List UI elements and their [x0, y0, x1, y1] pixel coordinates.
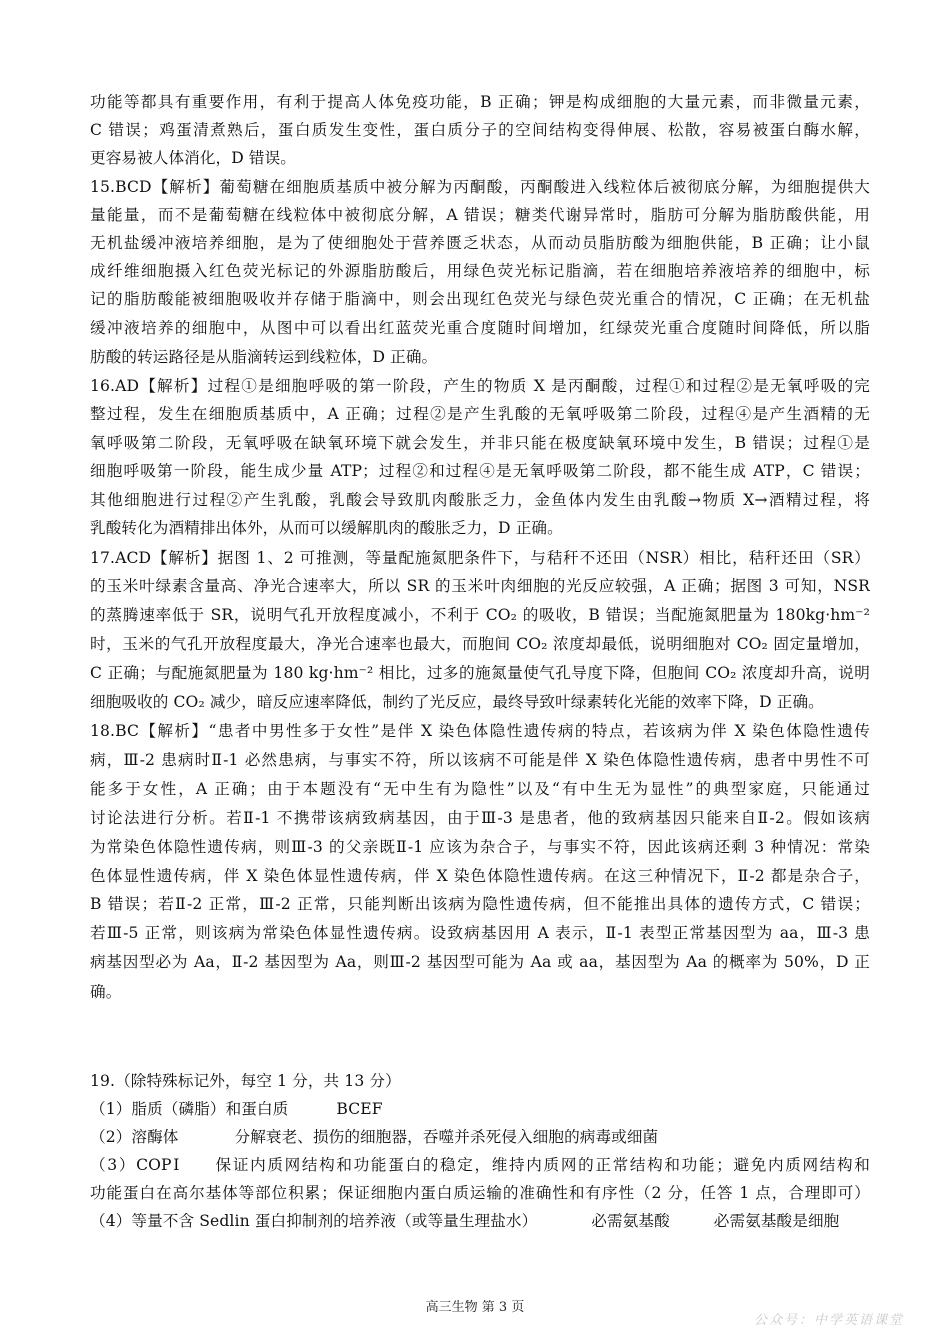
text-line: 为常染色体隐性遗传病，则Ⅲ-3 的父亲既Ⅱ-1 应该为杂合子，与事实不符，因此该病还剩 3 种情况：常染 — [90, 838, 870, 856]
text-line: 确。 — [90, 983, 122, 1001]
answer-2-label: （2）溶酶体 — [90, 1128, 179, 1146]
text-line: 病，Ⅲ-2 患病时Ⅱ-1 必然患病，与事实不符，所以该病不可能是伴 X 染色体隐性遗传病，患者中男性不可 — [90, 751, 870, 769]
text-line: 18.BC【解析】“患者中男性多于女性”是伴 X 染色体隐性遗传病的特点，若该病为伴 X 染色体隐性遗传 — [90, 722, 870, 740]
answer-4 — [90, 1209, 870, 1233]
text-line: 其他细胞进行过程②产生乳酸，乳酸会导致肌肉酸胀乏力，金鱼体内发生由乳酸→物质 X→酒精过程，将 — [90, 491, 870, 509]
text-line: 的蒸腾速率低于 SR，说明气孔开放程度减小，不利于 CO₂ 的吸收，B 错误；当配施氮肥量为 180kg·hm⁻² — [90, 606, 870, 624]
text-line: 15.BCD【解析】葡萄糖在细胞质基质中被分解为丙酮酸，丙酮酸进入线粒体后被彻底分解，为细胞提供大 — [90, 178, 870, 196]
text-line: 讨论法进行分析。若Ⅱ-1 不携带该病致病基因，由于Ⅲ-3 是患者，他的致病基因只能来自Ⅱ-2。假如该病 — [90, 809, 870, 827]
text-line: C 错误；鸡蛋清煮熟后，蛋白质发生变性，蛋白质分子的空间结构变得伸展、松散，容易被蛋白酶水解， — [90, 121, 870, 139]
answer-1-label: （1）脂质（磷脂）和蛋白质 — [90, 1100, 289, 1118]
page-footer: 高三生物 第 3 页 — [425, 1300, 525, 1315]
text-line: 氧呼吸第二阶段，无氧呼吸在缺氧环境下就会发生，并非只能在极度缺氧环境中发生，B 错误；过程①是 — [90, 434, 870, 452]
text-line: 病基因型必为 Aa，Ⅱ-2 基因型为 Aa，则Ⅲ-2 基因型可能为 Aa 或 aa，基因型为 Aa 的概率为 50%，D 正 — [90, 953, 870, 971]
text-line: 细胞呼吸第一阶段，能生成少量 ATP；过程②和过程④是无氧呼吸第二阶段，都不能生成 ATP，C 错误； — [90, 462, 870, 480]
answer-4-value-1: 必需氨基酸 — [591, 1212, 670, 1230]
text-line: 功能等都具有重要作用，有利于提高人体免疫功能，B 正确；钾是构成细胞的大量元素，而非微量元素， — [90, 93, 870, 111]
text-line: 17.ACD【解析】据图 1、2 可推测，等量配施氮肥条件下，与秸秆不还田（NSR）相比，秸秆还田（SR） — [90, 549, 870, 567]
text-line: 16.AD【解析】过程①是细胞呼吸的第一阶段，产生的物质 X 是丙酮酸，过程①和过程②是无氧呼吸的完 — [90, 377, 870, 395]
text-line: 的玉米叶绿素含量高、净光合速率大，所以 SR 的玉米叶肉细胞的光反应较强，A 正确；据图 3 可知，NSR — [90, 577, 870, 595]
text-line: 成纤维细胞摄入红色荧光标记的外源脂肪酸后，用绿色荧光标记脂滴，若在细胞培养液培养的细胞中，标 — [90, 262, 870, 280]
text-line: 色体显性遗传病，伴 X 染色体显性遗传病，伴 X 染色体隐性遗传病。在这三种情况下，Ⅱ-2 都是杂合子， — [90, 867, 870, 885]
answer-2-value: 分解衰老、损伤的细胞器，吞噬并杀死侵入细胞的病毒或细菌 — [234, 1128, 659, 1146]
answer-3-line-1: （3）COPⅠ 保证内质网结构和功能蛋白的稳定，维持内质网的正常结构和功能；避免内质网结构和 — [90, 1156, 870, 1174]
text-line: B 错误；若Ⅱ-2 正常，Ⅲ-2 正常，只能判断出该病为隐性遗传病，但不能推出具体的遗传方式，C 错误； — [90, 895, 870, 913]
text-line: 乳酸转化为酒精排出体外，从而可以缓解肌肉的酸胀乏力，D 正确。 — [90, 519, 563, 537]
answer-3-line-2: 功能蛋白在高尔基体等部位积累；保证细胞内蛋白质运输的准确性和有序性（2 分，任答 1 点，合理即可） — [90, 1184, 870, 1202]
text-line: 更容易被人体消化，D 错误。 — [90, 149, 296, 167]
text-line: 记的脂肪酸能被细胞吸收并存储于脂滴中，则会出现红色荧光与绿色荧光重合的情况，C 正确；在无机盐 — [90, 290, 870, 308]
text-line: 19.（除特殊标记外，每空 1 分，共 13 分） — [90, 1072, 401, 1090]
text-line: 时，玉米的气孔开放程度最大，净光合速率也最大，而胞间 CO₂ 浓度却最低，说明细胞对 CO₂ 固定量增加， — [90, 635, 870, 653]
answer-2 — [90, 1125, 870, 1149]
answer-4-label: （4）等量不含 Sedlin 蛋白抑制剂的培养液（或等量生理盐水） — [90, 1212, 538, 1230]
answer-4-value-2: 必需氨基酸是细胞 — [713, 1212, 840, 1230]
answer-1-value: BCEF — [336, 1100, 383, 1118]
text-line: 整过程，发生在细胞质基质中，A 正确；过程②是产生乳酸的无氧呼吸第二阶段，过程④是产生酒精的无 — [90, 405, 870, 423]
text-line: 细胞吸收的 CO₂ 减少，暗反应速率降低，制约了光反应，最终导致叶绿素转化光能的效率下降，D 正确。 — [90, 693, 824, 711]
answer-1 — [90, 1097, 870, 1121]
watermark: 公众号：中学英语课堂 — [753, 1313, 904, 1328]
text-line: 量能量，而不是葡萄糖在线粒体中被彻底分解，A 错误；糖类代谢异常时，脂肪可分解为脂肪酸供能，用 — [90, 206, 870, 224]
text-line: 肪酸的转运路径是从脂滴转运到线粒体，D 正确。 — [90, 348, 438, 366]
text-line: C 正确；与配施氮肥量为 180 kg·hm⁻² 相比，过多的施氮量使气孔导度下降，但胞间 CO₂ 浓度却升高，说明 — [90, 664, 870, 682]
text-line: 缓冲液培养的细胞中，从图中可以看出红蓝荧光重合度随时间增加，红绿荧光重合度随时间降低，所以脂 — [90, 319, 870, 337]
text-line: 无机盐缓冲液培养细胞，是为了使细胞处于营养匮乏状态，从而动员脂肪酸为细胞供能，B 正确；让小鼠 — [90, 234, 870, 252]
text-line: 若Ⅲ-5 正常，则该病为常染色体显性遗传病。设致病基因用 A 表示，Ⅱ-1 表型正常基因型为 aa，Ⅲ-3 患 — [90, 924, 870, 942]
text-line: 能多于女性，A 正确；由于本题没有“无中生有为隐性”以及“有中生无为显性”的典型家庭，只能通过 — [90, 780, 870, 798]
